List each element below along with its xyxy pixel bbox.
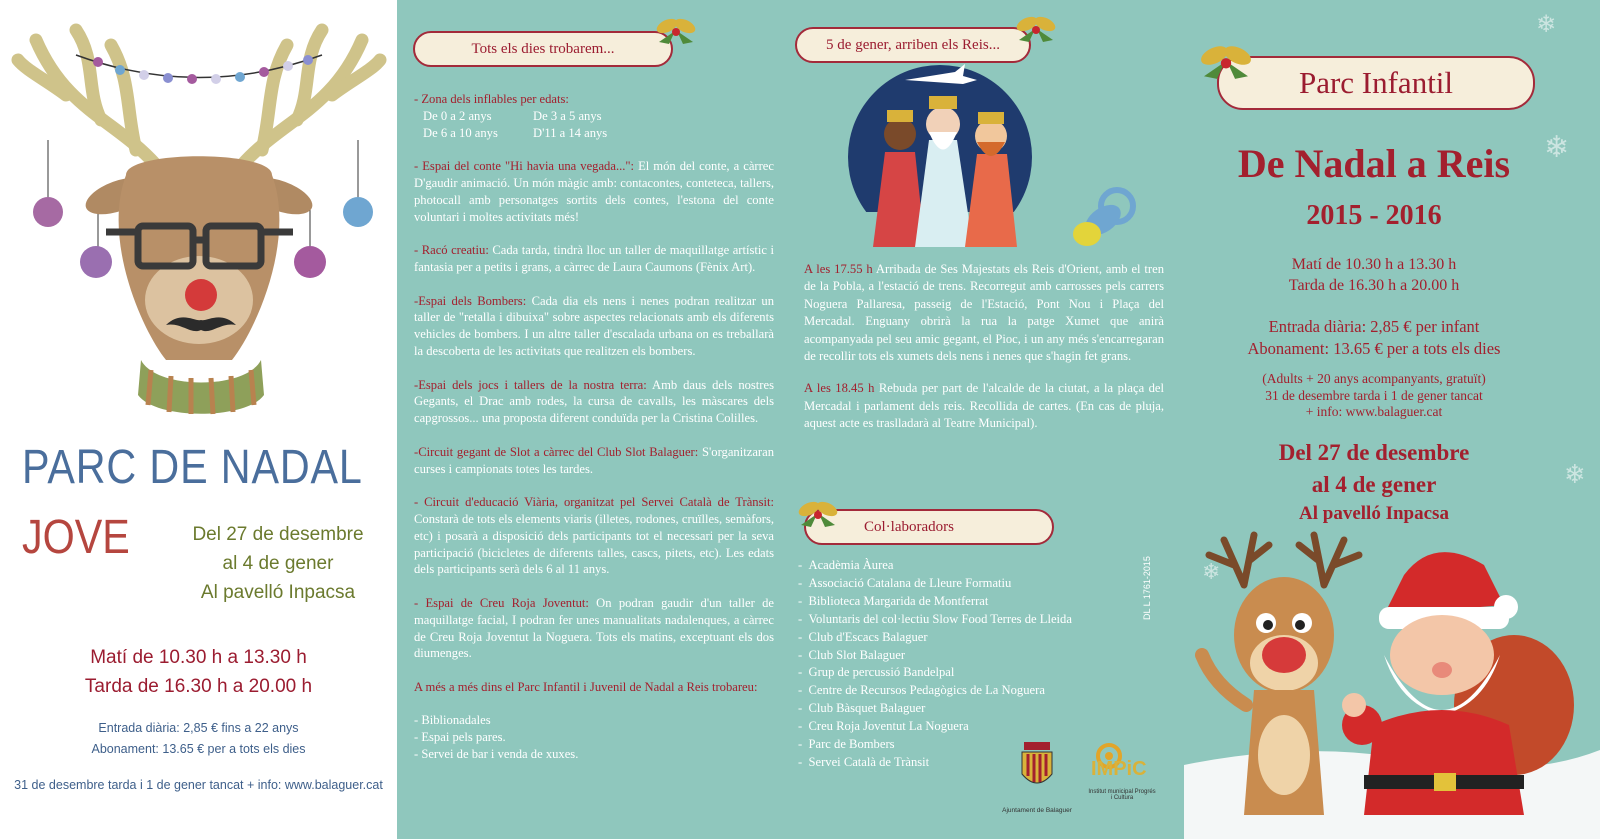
santa-and-reindeer-illustration [1184,515,1600,839]
parc-infantil-label: Parc Infantil [1298,65,1454,100]
note-line: (Adults + 20 anys acompanyants, gratuït) [1262,371,1486,386]
collaborator-item: - Associació Catalana de Lleure Formatiu [798,575,1012,590]
panel-jove [0,0,397,839]
season-pass-price: Abonament: 13.65 € per a tots els dies [1247,339,1501,358]
collaborator-item: - Servei Català de Trànsit [798,754,930,769]
age-group: D'11 a 14 anys [533,125,608,140]
daily-price: Entrada diària: 2,85 € per infant [1268,317,1480,336]
activity-section [414,444,774,478]
activity-heading: - Racó creatiu: [414,243,489,258]
cover-hours [1184,254,1564,296]
legal-deposit: DL L 1761-2015 [1142,556,1152,620]
daily-price: Entrada diària: 2,85 € fins a 22 anys [98,721,299,735]
impic-logo [1087,738,1167,820]
parc-infantil-pill [1217,56,1535,110]
collaborator-item: - Voluntaris del col·lectiu Slow Food Terres de Lleida [798,611,1072,626]
event-entry [804,261,1164,365]
note-line: + info: www.balaguer.cat [1305,404,1443,420]
activity-description: On podran gaudir d'un taller de maquillatge facial, I podran fer unes manualitats nadalenques, a càrrec de Creu Roja Joventut la Noguera. Tots els matins, exceptuant els dos diumenges. [414,595,775,661]
age-groups [414,108,774,142]
jove-date-line: Del 27 de desembre [192,524,364,545]
panel-reis [787,0,1184,839]
collaborators-pill [804,509,1054,545]
snowflake-icon: ❄ [1564,460,1586,490]
panel-cover [1184,0,1600,839]
activity-section [414,595,774,662]
activity-description: Cada tarda, tindrà lloc un taller de maquillatge artístic i fantasia per a petits i grans, a càrrec de Laura Caumons (Fènix Art). [414,243,775,274]
holly-bow-icon [655,14,697,48]
holly-bow-icon [797,497,839,531]
collaborator-item: - Biblioteca Margarida de Montferrat [798,593,989,608]
collaborator-item: - Centre de Recursos Pedagògics de La Noguera [798,683,1045,698]
activity-heading: -Circuit gegant de Slot a càrrec del Club Slot Balaguer: [414,444,699,459]
event-time: A les 18.45 h [804,381,875,396]
activity-heading: - Espai del conte "Hi havia una vegada...": [414,159,635,174]
collaborators-heading: Col·laboradors [864,518,954,535]
coat-of-arms-icon [1002,740,1072,802]
activity-description: Amb daus dels nostres Gegants, el Drac amb rodes, la cursa de cavalls, les màscares dels capgrossos... una proposta diferent conduïda per la Cristina Colilles. [414,377,774,426]
activities-heading: Tots els dies trobarem... [471,40,615,57]
collaborator-item: - Parc de Bombers [798,737,895,752]
activity-heading: -Espai dels Bombers: [414,293,527,308]
inflatables-section [414,91,774,141]
activities-text [414,91,774,780]
collaborator-item: - Creu Roja Joventut La Noguera [798,719,969,734]
activity-description: Cada dia els nens i nenes podran realitzar un taller de "retalla i dibuixa" sobre aspectes relacionats amb els diferents vehicles de bombers. I un altre taller d'escalada urbana on es treballarà la descoberta de les activitats que realitzen els bombers. [414,293,775,358]
activity-section [414,242,774,276]
season-years: 2015 - 2016 [1306,200,1442,231]
panel-activities [397,0,787,839]
extras-item: - Espai pels pares. [414,730,506,745]
season-pass-price: Abonament: 13.65 € per a tots els dies [91,742,306,756]
cover-venue: Al pavelló Inpacsa [1299,503,1449,524]
inflatables-heading: - Zona dels inflables per edats: [414,92,569,106]
reindeer-illustration [6,0,392,430]
collaborator-item: - Acadèmia Àurea [798,558,894,572]
event-time: A les 17.55 h [804,262,873,276]
reis-heading: 5 de gener, arriben els Reis... [826,36,1000,53]
activity-description: S'organitzaran curses i campionats totes les tardes. [414,444,774,476]
parc-de-nadal-title: PARC DE NADAL [22,441,363,494]
ajuntament-caption: Ajuntament de Balaguer [1002,807,1072,814]
activity-section [414,377,774,427]
jove-dates [168,520,388,607]
activity-heading: -Espai dels jocs i tallers de la nostra terra: [414,377,647,392]
date-line: Del 27 de desembre [1278,440,1470,465]
snowflake-icon: ❄ [1544,130,1570,165]
cover-notes [1184,371,1564,421]
collaborator-item: - Club d'Escacs Balaguer [798,629,928,644]
afternoon-hours: Tarda de 16.30 h a 20.00 h [84,676,313,697]
age-group: De 3 a 5 anys [533,108,602,123]
snowflake-icon: ❄ [1202,560,1221,585]
activity-heading: - Espai de Creu Roja Joventut: [414,595,589,610]
extras-section [414,679,774,763]
activity-description: Constarà de tots els elements viaris (illetes, rodones, cruïlles, semàfors, etc) i posarà a disposició dels participants tot el necessari per la seva participació (bicicletes de diferents talles, cascs, pitets, etc). Les edats dels participants serà dels 6 al 11 anys. [414,511,774,577]
jove-subtitle: JOVE [22,511,130,564]
event-description: Arribada de Ses Majestats els Reis d'Orient, amb el tren de la Pobla, a l'estació de trens. Recorregut amb carrosses pels carrers Noguera Pallaresa, passeig de l'Estació, Pont Nou i Plaça del Mercadal. Enguany obrirà la rua la patge Xumet que anirà acompanyada pel seu amic gegant, el Pioc, i un any més s'encarregaran de recollir tots els xumets dels nens i nenes que s'hagin fet grans. [804,262,1165,364]
activity-heading: - Circuit d'educació Viària, organitzat pel Servei Català de Trànsit: [414,495,774,510]
cover-dates [1184,437,1564,501]
snowflake-icon: ❄ [1536,10,1557,38]
main-title: De Nadal a Reis [1237,141,1511,186]
holly-bow-icon [1198,40,1254,84]
extras-item: - Biblionadales [414,713,491,728]
cover-prices [1184,316,1564,360]
jove-date-line: al 4 de gener [222,553,334,574]
ajuntament-logo [1002,740,1072,820]
age-group: De 0 a 2 anys [423,108,492,123]
impic-name: IMPiC [1091,758,1147,780]
extras-heading: A més a més dins el Parc Infantil i Juvenil de Nadal a Reis trobareu: [414,679,758,694]
event-entry [804,380,1164,432]
event-description: Rebuda per part de l'alcalde de la ciutat, a la plaça del Mercadal i parlament dels reis. Recollida de cartes. (En cas de pluja, aquest acte es traslladarà al Teatre Municipal). [804,381,1164,431]
activity-section [414,293,774,360]
age-group: De 6 a 10 anys [423,125,498,140]
reis-events [804,261,1164,448]
afternoon-hours: Tarda de 16.30 h a 20.00 h [1288,277,1460,294]
activity-section [414,494,774,578]
note-line: 31 de desembre tarda i 1 de gener tancat [1265,387,1483,403]
extras-item: - Servei de bar i venda de xuxes. [414,747,579,762]
jove-venue: Al pavelló Inpacsa [200,582,356,603]
three-kings-illustration [845,62,1035,252]
jove-prices [0,718,397,760]
jove-hours [0,643,397,701]
impic-caption: Institut municipal Progrés i Cultura [1088,789,1156,801]
activities-heading-pill [413,31,673,67]
reis-heading-pill [795,27,1031,63]
collaborator-item: - Club Bàsquet Balaguer [798,701,926,716]
holly-bow-icon [1015,12,1057,46]
jove-footer: 31 de desembre tarda i 1 de gener tancat + info: www.balaguer.cat [14,778,383,792]
date-line: al 4 de gener [1311,472,1437,497]
activity-description: El món del conte, a càrrec D'gaudir animació. Un món màgic amb: contacontes, conteteca, tallers, photocall amb personatges sortits dels contes, l'estona del conte voluntari i moltes activitats més! [414,159,774,224]
activity-section [414,158,774,225]
collaborator-item: - Club Slot Balaguer [798,647,906,662]
pacifier-icon [1065,180,1145,252]
morning-hours: Matí de 10.30 h a 13.30 h [90,647,307,668]
collaborator-item: - Grup de percussió Bandelpal [798,665,955,680]
morning-hours: Matí de 10.30 h a 13.30 h [1291,256,1457,273]
